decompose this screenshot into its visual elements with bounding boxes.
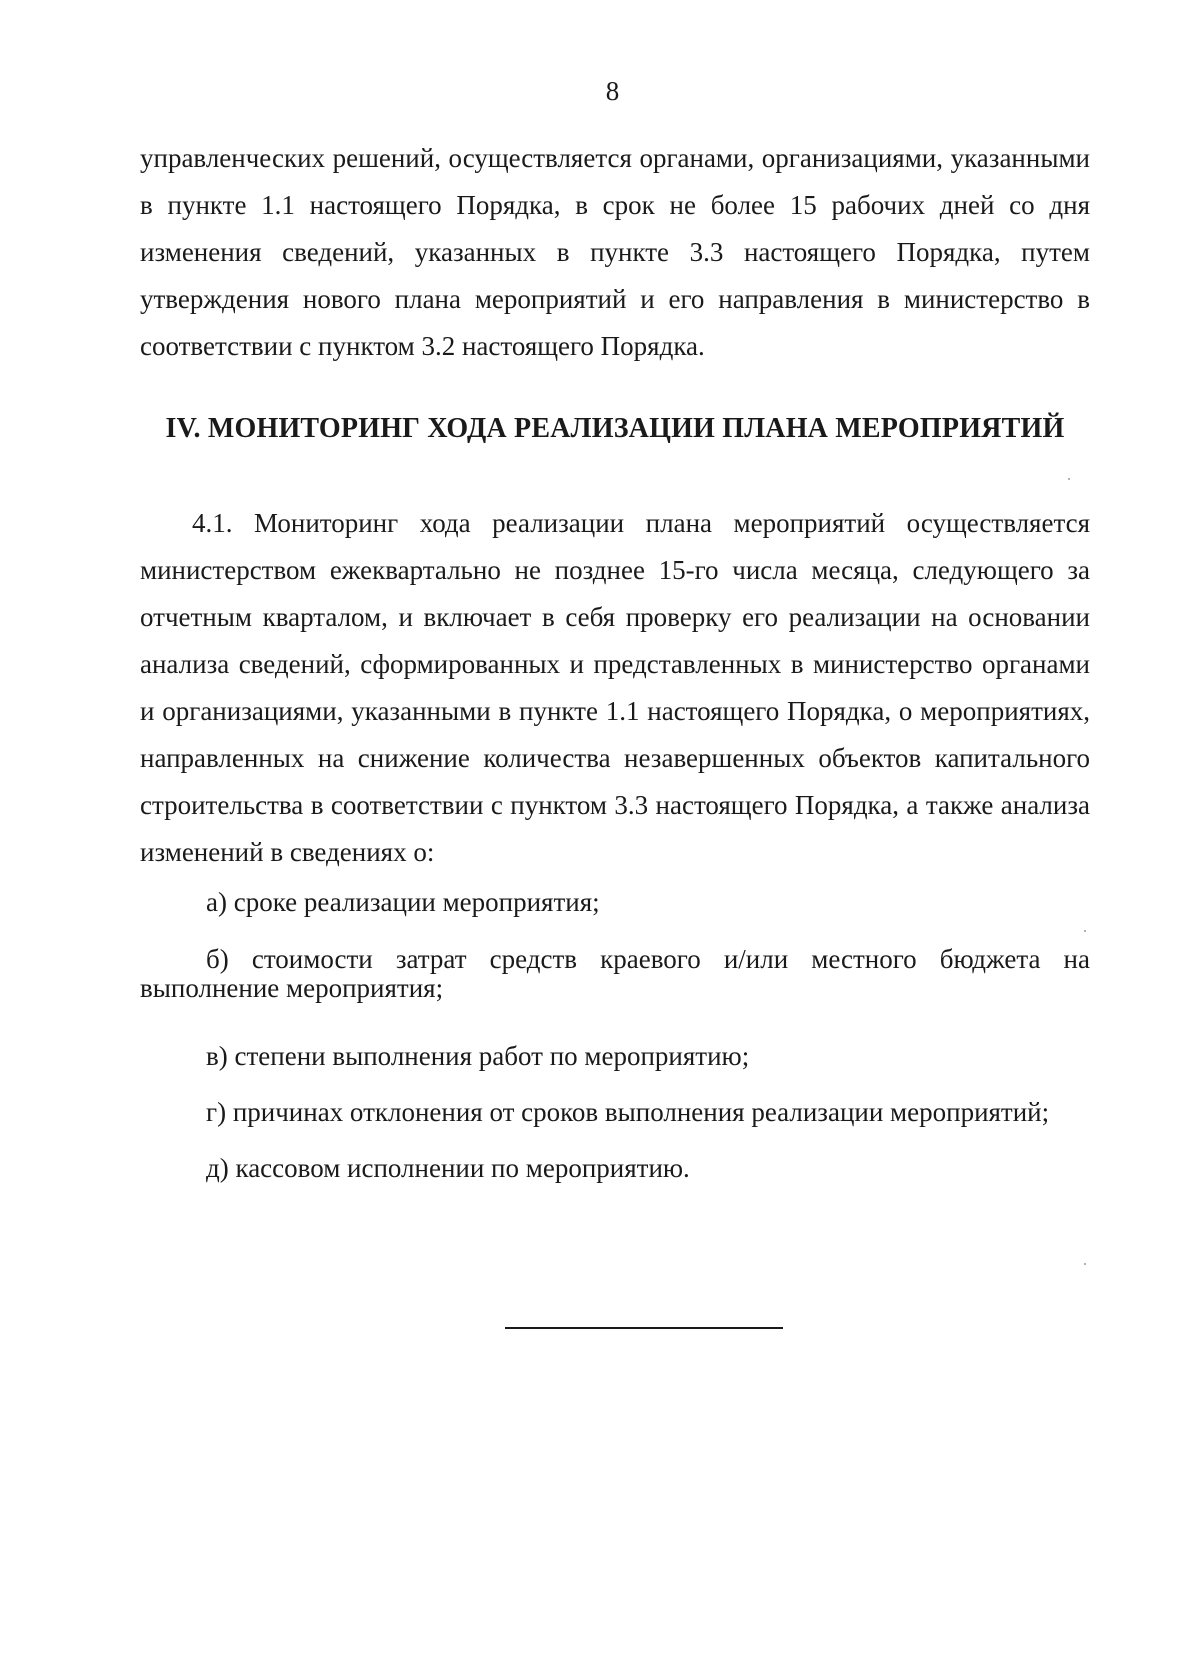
list-item-a: а) сроке реализации мероприятия; — [206, 887, 600, 917]
paragraph-continuation: управленческих решений, осуществляется органами, организациями, указанными в пункте 1.1 настоящего Порядка, в срок не более 15 рабочих дней со дня изменения сведений, указанных в пункте 3.3 настоящего Порядка, путем утверждения нового плана мероприятий и его направления в министерство в соответствии с пунктом 3.2 настоящего Порядка. — [140, 143, 1090, 361]
scan-speck — [1084, 1263, 1086, 1265]
scan-speck — [1084, 930, 1086, 932]
page-number: 8 — [605, 76, 620, 106]
paragraph-4-1: 4.1. Мониторинг хода реализации плана мероприятий осуществляется министерством ежеквартально не позднее 15-го числа месяца, следующего за отчетным кварталом, и включает в себя проверку его реализации на основании анализа сведений, сформированных и представленных в министерство органами и организациями, указанными в пункте 1.1 настоящего Порядка, о мероприятиях, направленных на снижение количества незавершенных объектов капитального строительства в соответствии с пунктом 3.3 настоящего Порядка, а также анализа изменений в сведениях о: — [140, 508, 1090, 867]
list-item-v: в) степени выполнения работ по мероприятию; — [206, 1041, 750, 1071]
list-item-g: г) причинах отклонения от сроков выполнения реализации мероприятий; — [206, 1097, 1050, 1127]
end-of-document-rule — [505, 1327, 783, 1329]
scan-speck — [1068, 478, 1070, 480]
list-item-b: б) стоимости затрат средств краевого и/или местного бюджета на выполнение мероприятия; — [140, 944, 1090, 1003]
section-heading: IV. МОНИТОРИНГ ХОДА РЕАЛИЗАЦИИ ПЛАНА МЕРОПРИЯТИЙ — [165, 413, 1065, 444]
list-item-d: д) кассовом исполнении по мероприятию. — [206, 1153, 690, 1183]
